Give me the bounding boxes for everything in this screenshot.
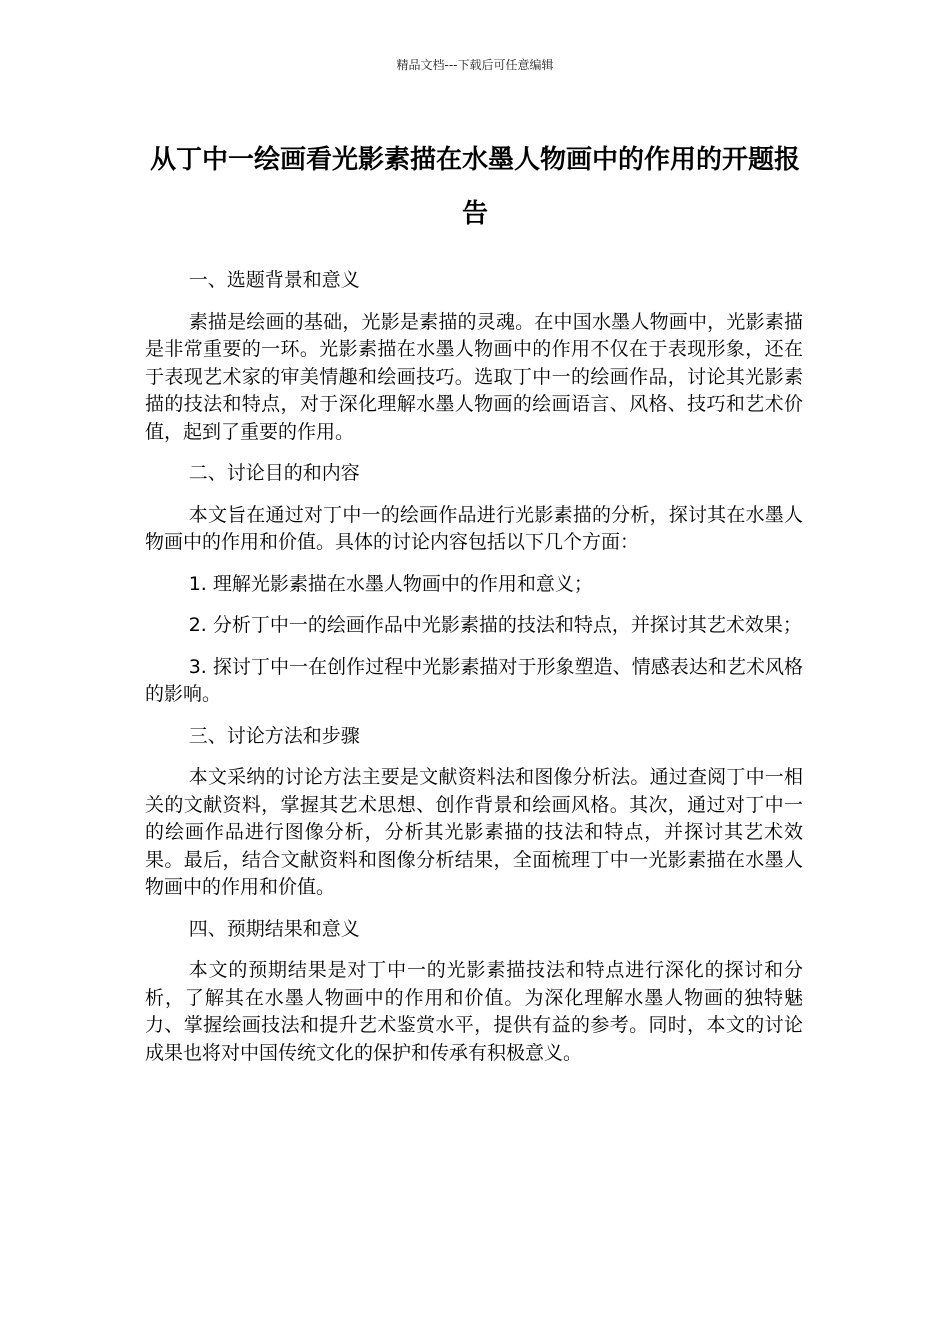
paragraph-background: 素描是绘画的基础，光影是素描的灵魂。在中国水墨人物画中，光影素描是非常重要的一环。光影素描在水墨人物画中的作用不仅在于表现形象，还在于表现艺术家的审美情趣和绘画技巧。选取丁中一的绘画作品，讨论其光影素描的技法和特点，对于深化理解水墨人物画的绘画语言、风格、技巧和艺术价值，起到了重要的作用。: [145, 310, 803, 443]
list-item-2: 2. 分析丁中一的绘画作品中光影素描的技法和特点，并探讨其艺术效果；: [188, 614, 802, 636]
list-item-1: 1. 理解光影素描在水墨人物画中的作用和意义；: [188, 572, 593, 595]
section-heading-purpose: 二、讨论目的和内容: [188, 462, 360, 484]
document-title: 从丁中一绘画看光影素描在水墨人物画中的作用的开题报告: [149, 145, 800, 229]
page-header: 精品文档---下载后可任意编辑: [396, 58, 554, 72]
paragraph-method: 本文采纳的讨论方法主要是文献资料法和图像分析法。通过查阅丁中一相关的文献资料，掌握其艺术思想、创作背景和绘画风格。其次，通过对丁中一的绘画作品进行图像分析，分析其光影素描的技法和特点，并探讨其艺术效果。最后，结合文献资料和图像分析结果，全面梳理丁中一光影素描在水墨人物画中的作用和价值。: [145, 766, 803, 898]
document-body: [145, 267, 803, 1081]
section-heading-method: 三、讨论方法和步骤: [188, 724, 360, 747]
paragraph-results: 本文的预期结果是对丁中一的光影素描技法和特点进行深化的探讨和分析，了解其在水墨人物画中的作用和价值。为深化理解水墨人物画的独特魅力、掌握绘画技法和提升艺术鉴赏水平，提供有益的参考。同时，本文的讨论成果也将对中国传统文化的保护和传承有积极意义。: [145, 959, 803, 1064]
paragraph-purpose: 本文旨在通过对丁中一的绘画作品进行光影素描的分析，探讨其在水墨人物画中的作用和价值。具体的讨论内容包括以下几个方面：: [145, 503, 803, 553]
section-heading-results: 四、预期结果和意义: [188, 917, 360, 940]
section-heading-background: 一、选题背景和意义: [188, 269, 360, 291]
list-item-3: 3. 探讨丁中一在创作过程中光影素描对于形象塑造、情感表达和艺术风格的影响。: [145, 655, 803, 705]
